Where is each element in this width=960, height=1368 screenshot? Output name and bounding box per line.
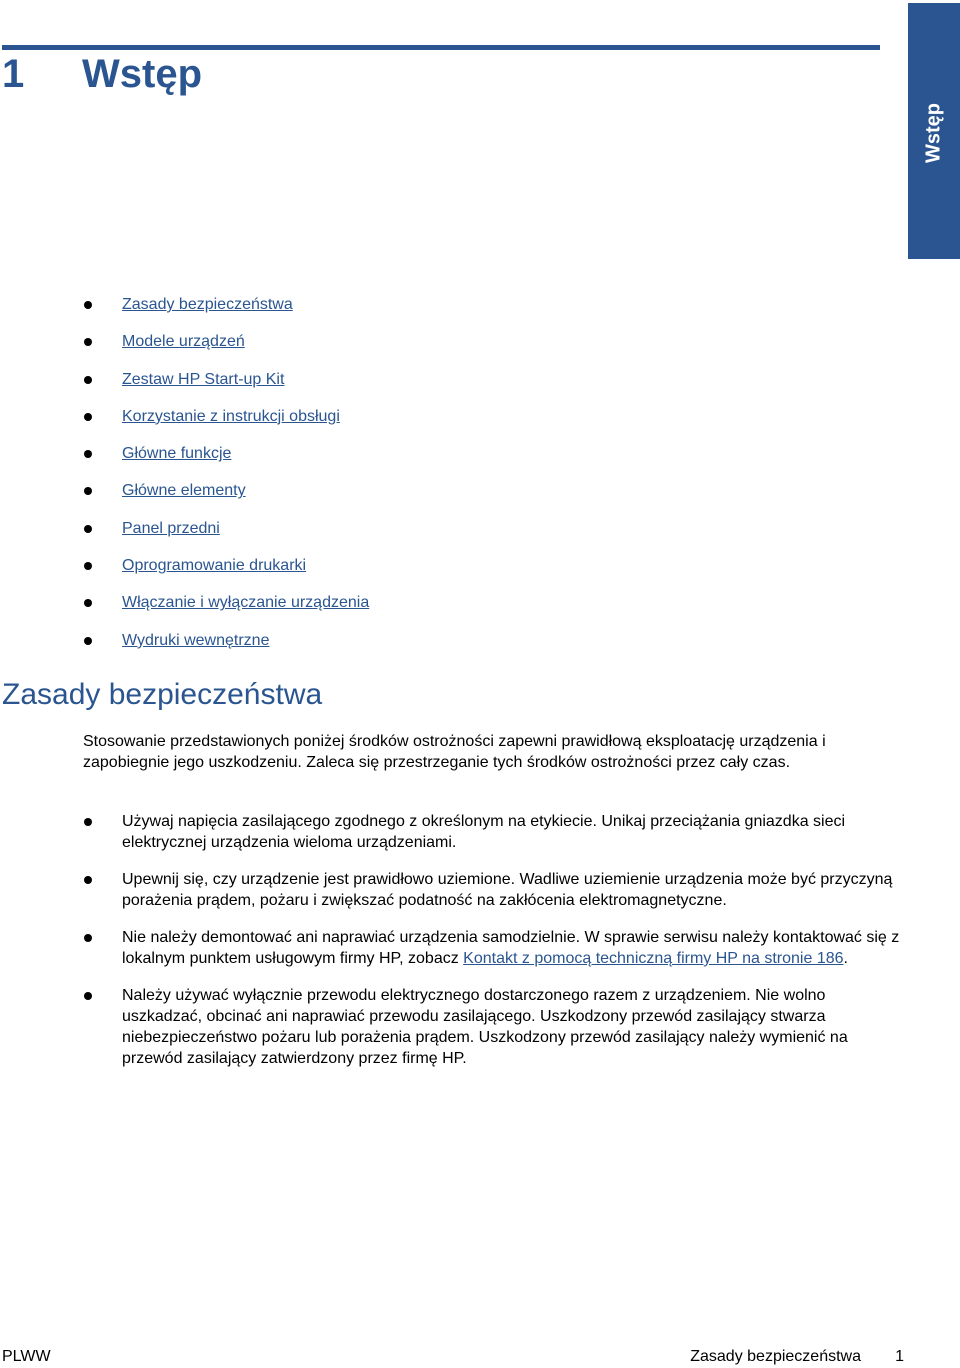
bullet-icon: [84, 450, 92, 458]
section-heading: Zasady bezpieczeństwa: [2, 678, 323, 711]
safety-rule-text-end: .: [843, 950, 848, 967]
bullet-icon: [84, 992, 92, 1000]
bullet-icon: [84, 301, 92, 309]
bullet-icon: [84, 599, 92, 607]
safety-rule-text: Używaj napięcia zasilającego zgodnego z określonym na etykiecie. Unikaj przeciążania gniazdka sieci elektrycznej urządzenia wieloma urządzeniami.: [122, 813, 846, 851]
intro-paragraph: Stosowanie przedstawionych poniżej środków ostrożności zapewni prawidłową eksploatację urządzenia i zapobiegnie jego uszkodzeniu. Zaleca się przestrzeganie tych środków ostrożności przez cały czas.: [83, 733, 826, 772]
toc-link-modele-urzadzen[interactable]: Modele urządzeń: [122, 333, 245, 351]
support-contact-link[interactable]: Kontakt z pomocą techniczną firmy HP na stronie 186: [463, 950, 844, 967]
bullet-icon: [84, 562, 92, 570]
bullet-icon: [84, 818, 92, 826]
toc-link-glowne-funkcje[interactable]: Główne funkcje: [122, 445, 232, 463]
chapter-number: 1: [2, 52, 25, 96]
bullet-icon: [84, 637, 92, 645]
bullet-icon: [84, 413, 92, 421]
bullet-icon: [84, 934, 92, 942]
toc-link-korzystanie-z-instrukcji[interactable]: Korzystanie z instrukcji obsługi: [122, 407, 340, 425]
bullet-icon: [84, 876, 92, 884]
bullet-icon: [84, 487, 92, 495]
toc-link-glowne-elementy[interactable]: Główne elementy: [122, 482, 246, 500]
side-tab-label: Wstęp: [922, 103, 945, 163]
safety-rules-list: [0, 811, 900, 1085]
bullet-icon: [84, 525, 92, 533]
list-item: [0, 985, 900, 1069]
chapter-name: Wstęp: [82, 52, 202, 96]
list-item: [0, 869, 900, 911]
footer-section-title: Zasady bezpieczeństwa: [690, 1348, 861, 1365]
bullet-icon: [84, 338, 92, 346]
toc-link-wlaczanie-wylaczanie[interactable]: Włączanie i wyłączanie urządzenia: [122, 594, 370, 612]
list-item: [0, 811, 900, 853]
list-item: [0, 927, 900, 969]
toc-link-wydruki-wewnetrzne[interactable]: Wydruki wewnętrzne: [122, 631, 270, 649]
footer-page-number: 1: [895, 1348, 904, 1365]
toc-link-zasady-bezpieczenstwa[interactable]: Zasady bezpieczeństwa: [122, 296, 293, 313]
toc-link-zestaw-startup-kit[interactable]: Zestaw HP Start-up Kit: [122, 370, 285, 388]
toc-link-oprogramowanie-drukarki[interactable]: Oprogramowanie drukarki: [122, 557, 307, 575]
page-footer: [0, 1346, 906, 1368]
safety-rule-text: Upewnij się, czy urządzenie jest prawidłowo uziemione. Wadliwe uziemienie urządzenia może być przyczyną porażenia prądem, pożaru i zwiększać podatność na zakłócenia elektromagnetyczne.: [122, 871, 893, 909]
chapter-rule: [2, 45, 880, 50]
toc-link-panel-przedni[interactable]: Panel przedni: [122, 519, 220, 537]
safety-rule-text: Należy używać wyłącznie przewodu elektrycznego dostarczonego razem z urządzeniem. Nie wolno uszkadzać, obcinać ani naprawiać przewodu zasilającego. Uszkodzony przewód zasilający stwarza niebezpieczeństwo pożaru lub porażenia prądem. Uszkodzony przewód zasilający należy wymienić na przewód zasilający zatwierdzony przez firmę HP.: [122, 987, 848, 1067]
bullet-icon: [84, 376, 92, 384]
footer-doc-code: PLWW: [2, 1348, 51, 1365]
chapter-side-tab: [908, 3, 960, 259]
safety-rule-text: Nie należy demontować ani naprawiać urządzenia samodzielnie. W sprawie serwisu należy kontaktować się z lokalnym punktem usługowym firmy HP, zobacz: [122, 929, 900, 967]
